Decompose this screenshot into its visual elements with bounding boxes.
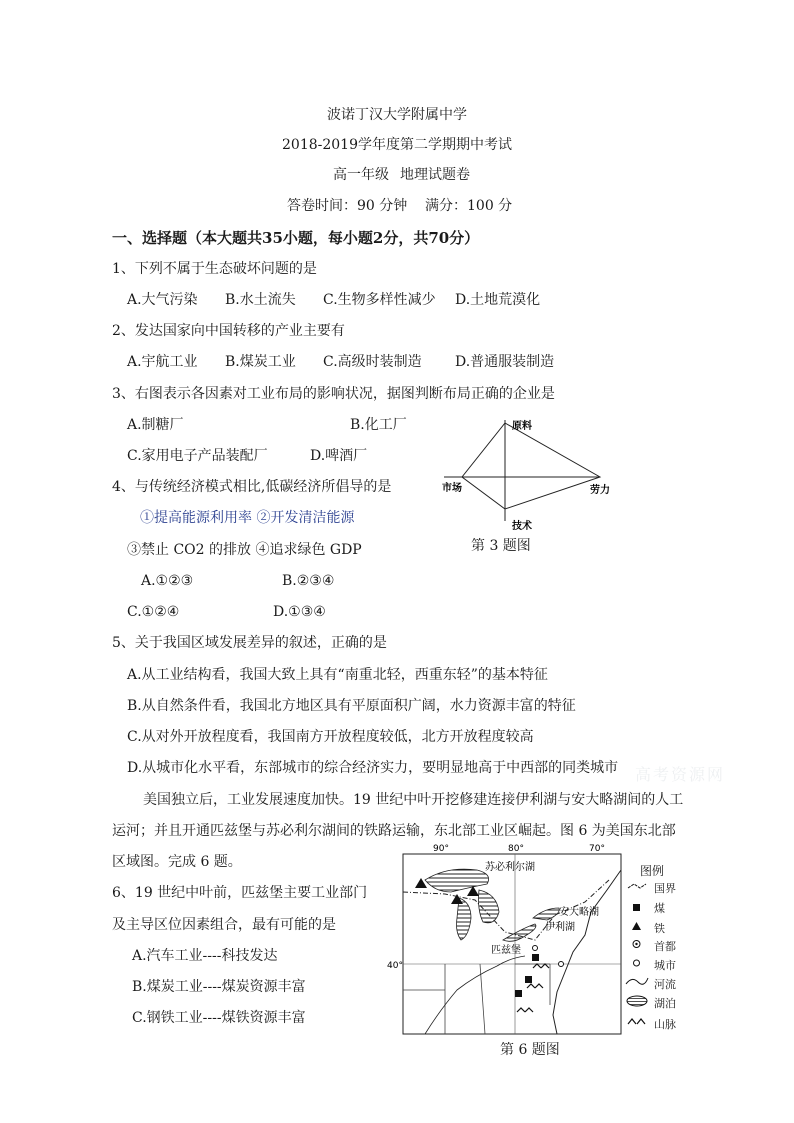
- legend-symbols: [624, 880, 654, 1030]
- fig3-label-bottom: 技术: [512, 521, 532, 532]
- q6-stem-1: 6、19 世纪中叶前，匹兹堡主要工业部门: [112, 885, 368, 901]
- exam-time: 答卷时间：90 分钟: [287, 198, 408, 214]
- q5-option-a[interactable]: A.从工业结构看，我国大致上具有“南重北轻，西重东轻”的基本特征: [127, 667, 548, 683]
- q3-option-a[interactable]: A.制糖厂: [127, 417, 184, 433]
- border-icon: [628, 884, 646, 888]
- lake-michigan: [457, 898, 472, 940]
- q5-option-c[interactable]: C.从对外开放程度看，我国南方开放程度较低，北方开放程度较高: [127, 729, 534, 745]
- label-lake-superior: 苏必利尔湖: [485, 862, 535, 873]
- q3-stem: 3、右图表示各因素对工业布局的影响状况，据图判断布局正确的企业是: [112, 386, 555, 402]
- iron-icon: [632, 922, 641, 930]
- mountain-icon: [533, 964, 549, 968]
- fig3-label-right: 劳力: [590, 485, 610, 496]
- map-coastline: [553, 870, 621, 1034]
- q1-option-a[interactable]: A.大气污染: [127, 292, 198, 308]
- lake-ontario: [533, 908, 559, 920]
- q2-option-a[interactable]: A.宇航工业: [127, 354, 198, 370]
- label-pittsburgh: 匹兹堡: [491, 945, 521, 956]
- map-lon-90: 90°: [433, 844, 449, 854]
- exam-term: 2018-2019学年度第二学期期中考试: [282, 137, 512, 153]
- coal-icon: [515, 990, 522, 997]
- q6-stem-2: 及主导区位因素组合，最有可能的是: [112, 917, 336, 933]
- q5-option-d[interactable]: D.从城市化水平看，东部城市的综合经济实力，要明显地高于中西部的同类城市: [127, 760, 619, 776]
- section-title: 一、选择题（本大题共35小题，每小题2分，共70分）: [112, 229, 480, 247]
- city-icon: [634, 960, 640, 966]
- full-score: 满分：100 分: [425, 198, 513, 214]
- legend-title: 图例: [640, 864, 665, 878]
- q2-stem: 2、发达国家向中国转移的产业主要有: [112, 323, 345, 339]
- q1-stem: 1、下列不属于生态破坏问题的是: [112, 261, 317, 277]
- coal-icon: [633, 904, 640, 911]
- q4-statements-2: ③禁止 CO2 的排放 ④追求绿色 GDP: [127, 542, 362, 558]
- q2-option-d[interactable]: D.普通服装制造: [455, 354, 555, 370]
- label-lake-erie: 伊利湖: [545, 922, 575, 933]
- q2-option-c[interactable]: C.高级时装制造: [323, 354, 422, 370]
- fig3-label-top: 原料: [512, 421, 532, 432]
- legend-coal: 煤: [654, 902, 665, 915]
- mountain-icon: [527, 984, 543, 988]
- passage-line-3: 区域图。完成 6 题。: [112, 854, 242, 870]
- q1-option-b[interactable]: B.水土流失: [225, 292, 296, 308]
- q4-statements-1: ①提高能源利用率 ②开发清洁能源: [140, 510, 355, 526]
- figure-3-factor-diagram: [430, 415, 630, 545]
- q4-option-c[interactable]: C.①②④: [127, 604, 180, 620]
- legend-city: 城市: [654, 959, 676, 972]
- mountain-icon: [517, 1008, 533, 1012]
- q4-option-a[interactable]: A.①②③: [141, 573, 194, 589]
- lake-superior: [425, 869, 489, 892]
- map-lon-70: 70°: [589, 844, 605, 854]
- fig3-caption: 第 3 题图: [471, 538, 531, 554]
- map-lat-40: 40°: [387, 961, 403, 971]
- coal-icon: [525, 976, 532, 983]
- map-state-lines: [403, 964, 550, 1034]
- map-lon-80: 80°: [508, 844, 524, 854]
- capital-dot-icon: [635, 943, 637, 945]
- q1-option-c[interactable]: C.生物多样性减少: [323, 292, 436, 308]
- legend-mountain: 山脉: [654, 1018, 676, 1031]
- q1-option-d[interactable]: D.土地荒漠化: [455, 292, 541, 308]
- subject-label: 地理试题卷: [400, 167, 470, 183]
- q6-option-c[interactable]: C.钢铁工业----煤铁资源丰富: [132, 1010, 306, 1026]
- q4-stem: 4、与传统经济模式相比,低碳经济所倡导的是: [112, 479, 392, 495]
- school-name: 波诺丁汉大学附属中学: [327, 107, 467, 123]
- q3-option-b[interactable]: B.化工厂: [350, 417, 407, 433]
- lake-icon: [627, 996, 647, 1006]
- passage-line-1: 美国独立后，工业发展速度加快。19 世纪中叶开挖修建连接伊利湖与安大略湖间的人工: [143, 792, 684, 808]
- mountain-icon: [628, 1019, 645, 1024]
- q3-option-d[interactable]: D.啤酒厂: [310, 448, 368, 464]
- legend-border: 国界: [654, 882, 676, 895]
- passage-line-2: 运河；并且开通匹兹堡与苏必利尔湖间的铁路运输，东北部工业区崛起。图 6 为美国东北部: [112, 823, 676, 839]
- legend-lake: 湖泊: [654, 997, 676, 1010]
- legend-iron: 铁: [654, 922, 665, 935]
- q5-option-b[interactable]: B.从自然条件看，我国北方地区具有平原面积广阔，水力资源丰富的特征: [127, 698, 576, 714]
- legend-capital: 首都: [654, 940, 676, 953]
- city-icon: [533, 946, 538, 951]
- watermark: 高考资源网: [635, 765, 726, 784]
- q3-option-c[interactable]: C.家用电子产品装配厂: [127, 448, 268, 464]
- q6-option-a[interactable]: A.汽车工业----科技发达: [132, 948, 278, 964]
- city-icon: [559, 962, 564, 967]
- fig6-caption: 第 6 题图: [500, 1042, 560, 1058]
- q6-option-b[interactable]: B.煤炭工业----煤炭资源丰富: [132, 979, 306, 995]
- fig3-label-left: 市场: [442, 483, 462, 494]
- q2-option-b[interactable]: B.煤炭工业: [225, 354, 296, 370]
- q4-option-d[interactable]: D.①③④: [273, 604, 326, 620]
- legend-river: 河流: [654, 978, 676, 991]
- grade-label: 高一年级: [333, 167, 389, 183]
- river-icon: [626, 978, 648, 984]
- label-lake-ontario: 安大略湖: [559, 907, 599, 918]
- fig3-quadrilateral: [462, 423, 600, 509]
- map-river: [425, 956, 525, 1034]
- lake-huron: [479, 890, 500, 923]
- q5-stem: 5、关于我国区域发展差异的叙述，正确的是: [112, 635, 387, 651]
- q4-option-b[interactable]: B.②③④: [282, 573, 335, 589]
- coal-icon: [532, 954, 539, 961]
